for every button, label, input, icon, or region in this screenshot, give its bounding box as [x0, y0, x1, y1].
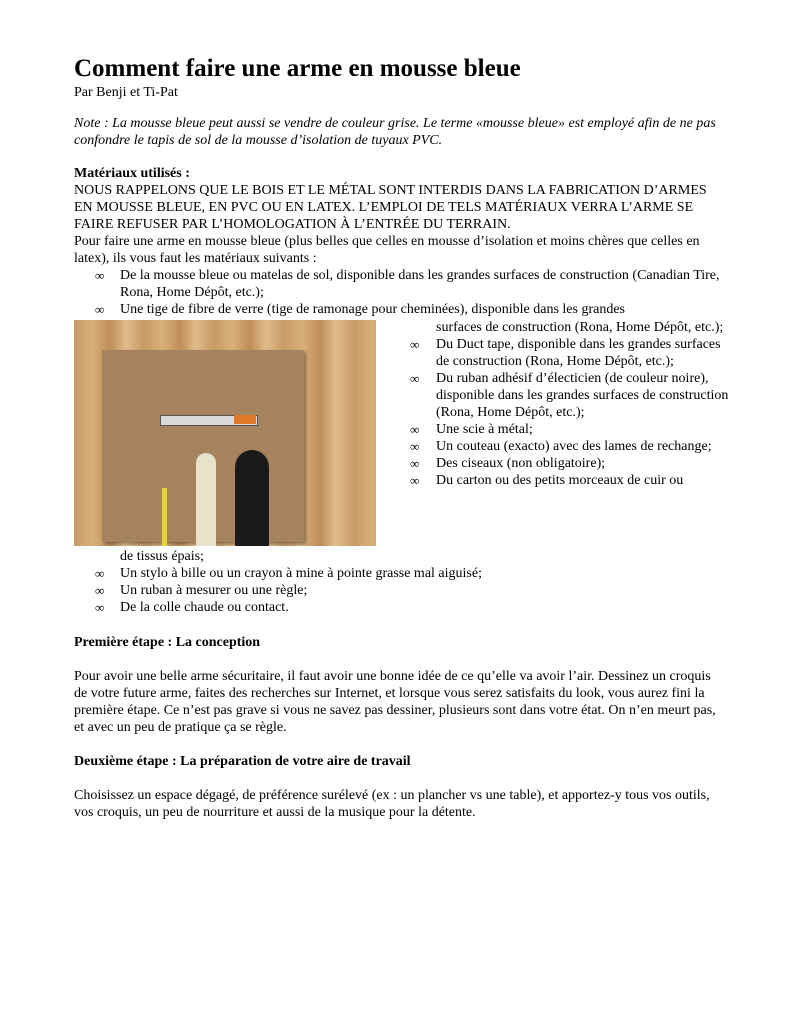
materials-list-right — [410, 320, 730, 489]
list-item: ∞ Un couteau (exacto) avec des lames de rechange; — [410, 439, 712, 454]
infinity-bullet-icon: ∞ — [95, 583, 105, 598]
infinity-bullet-icon: ∞ — [410, 473, 420, 488]
list-item: ∞ Un ruban à mesurer ou une règle; — [95, 583, 308, 598]
infinity-bullet-icon: ∞ — [95, 566, 105, 581]
list-item: ∞ Du Duct tape, disponible dans les grandes surfaces de construction (Rona, Home Dépôt, etc.); — [410, 337, 721, 369]
step1-heading: Première étape : La conception — [74, 635, 261, 650]
fiber-continuation: surfaces de construction (Rona, Home Dépôt, etc.); — [436, 320, 724, 335]
infinity-bullet-icon: ∞ — [95, 302, 105, 317]
figure-row — [74, 320, 729, 548]
foam-tube — [235, 450, 269, 546]
infinity-bullet-icon: ∞ — [410, 371, 420, 386]
infinity-bullet-icon: ∞ — [95, 268, 105, 283]
pvc-rod — [196, 453, 216, 546]
infinity-bullet-icon: ∞ — [410, 456, 420, 471]
infinity-bullet-icon: ∞ — [410, 439, 420, 454]
list-item: ∞ Du ruban adhésif d’électicien (de couleur noire), disponible dans les grandes surfaces de construction (Rona, Home Dépôt, etc.); — [410, 371, 729, 420]
step2-paragraph: Choisissez un espace dégagé, de préférence surélevé (ex : un plancher vs une table), et apportez-y tous vos outils, vos croquis, un peu de nourriture et aussi de la musique pour la détente. — [74, 788, 710, 820]
materials-list-top — [74, 267, 724, 318]
infinity-bullet-icon: ∞ — [95, 600, 105, 615]
note: Note : La mousse bleue peut aussi se vendre de couleur grise. Le terme «mousse bleue» est employé afin de ne pas confondre le tapis de sol de la mousse d’isolation de tuyaux PVC. — [74, 116, 716, 148]
list-item: ∞ De la colle chaude ou contact. — [95, 600, 289, 615]
list-item: ∞ Un stylo à bille ou un crayon à mine à pointe grasse mal aiguisé; — [95, 566, 482, 581]
intro-paragraph: Pour faire une arme en mousse bleue (plus belles que celles en mousse d’isolation et moins chères que celles en latex), ils vous faut les matériaux suivants : — [74, 234, 700, 266]
list-item: ∞ Du carton ou des petits morceaux de cuir ou — [410, 473, 684, 488]
byline: Par Benji et Ti-Pat — [74, 85, 178, 100]
step1-paragraph: Pour avoir une belle arme sécuritaire, il faut avoir une bonne idée de ce qu’elle va avoir l’air. Dessinez un croquis de votre future arme, faites des recherches sur Internet, et lorsque vous serez satisfaits du look, vous aurez fini la première étape. Ce n’est pas grave si vous ne savez pas dessiner, plusieurs sont dans votre état. On n’en meurt pas, et avec un peu de pratique ça se règle. — [74, 669, 716, 735]
list-item: ∞ De la mousse bleue ou matelas de sol, disponible dans les grandes surfaces de construction (Canadian Tire, Rona, Home Dépôt, etc.); — [95, 268, 720, 300]
list-item: ∞ Des ciseaux (non obligatoire); — [410, 456, 606, 471]
knife-orange-tip — [234, 415, 256, 424]
warning-paragraph: NOUS RAPPELONS QUE LE BOIS ET LE MÉTAL SONT INTERDIS DANS LA FABRICATION D’ARMES EN MOUSSE BLEUE, EN PVC OU EN LATEX. L’EMPLOI DE TELS MATÉRIAUX VERRA L’ARME SE FAIRE REFUSER PAR L’HOMOLOGATION À L’ENTRÉE DU TERRAIN. — [74, 183, 707, 232]
materials-photo — [74, 320, 376, 546]
list-item: ∞ Une tige de fibre de verre (tige de ramonage pour cheminées), disponible dans les grandes — [95, 302, 625, 317]
page-title: Comment faire une arme en mousse bleue — [74, 55, 521, 82]
infinity-bullet-icon: ∞ — [410, 422, 420, 437]
infinity-bullet-icon: ∞ — [410, 337, 420, 352]
materials-list-bottom — [74, 565, 724, 616]
list-item: ∞ Une scie à métal; — [410, 422, 533, 437]
fiberglass-rod — [162, 488, 167, 546]
materials-heading: Matériaux utilisés : — [74, 166, 190, 181]
document-page — [74, 54, 729, 821]
cardboard-continuation: de tissus épais; — [120, 549, 204, 564]
step2-heading: Deuxième étape : La préparation de votre aire de travail — [74, 754, 411, 769]
